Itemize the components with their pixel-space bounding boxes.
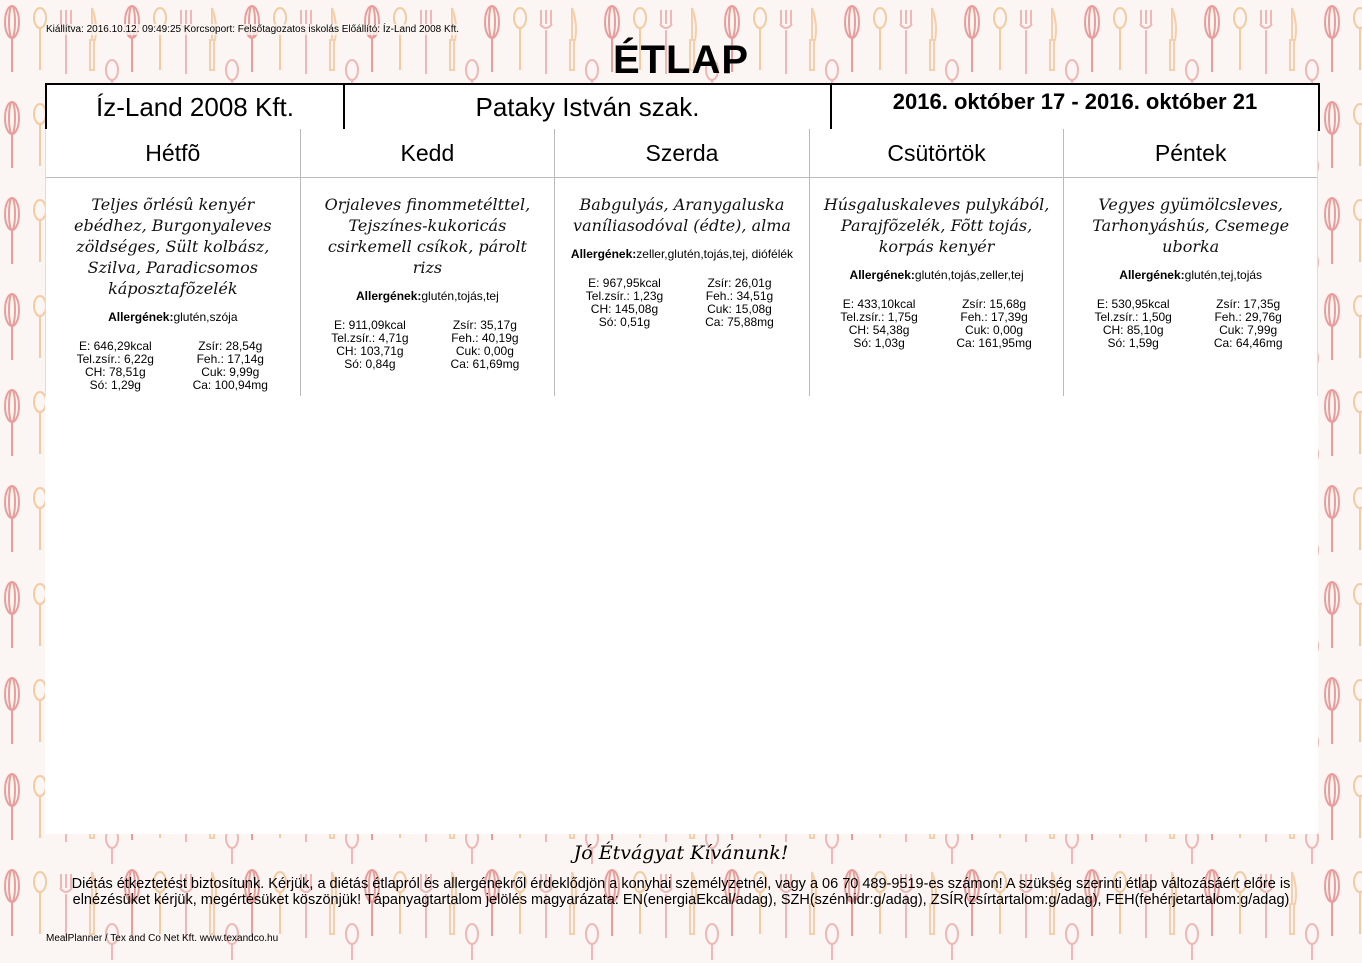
allergen-line bbox=[836, 269, 1038, 282]
nutrition-value: E: 911,09kcal bbox=[333, 318, 406, 332]
allergen-label: Allergének: bbox=[108, 310, 174, 324]
nutrition-grid bbox=[822, 298, 1052, 350]
day-name: Kedd bbox=[301, 129, 555, 178]
menu-header bbox=[45, 83, 1320, 131]
nutrition-value: Zsír: 35,17g bbox=[452, 318, 517, 332]
nutrition-value: Zsír: 15,68g bbox=[962, 297, 1027, 311]
dishes-text: Teljes õrlésû kenyér ebédhez, Burgonyaleves zöldséges, Sült kolbász, Szilva, Paradicsomos káposztafõzelék bbox=[74, 195, 272, 298]
nutrition-value: Feh.: 40,19g bbox=[451, 331, 519, 345]
footer-credit: MealPlanner / Tex and Co Net Kft. www.texandco.hu bbox=[46, 933, 279, 944]
page-title: ÉTLAP bbox=[612, 38, 750, 82]
allergen-line bbox=[1105, 269, 1276, 282]
allergen-list: glutén,tojás,tej bbox=[421, 289, 499, 303]
nutrition-grid bbox=[1076, 298, 1306, 350]
nutrition-value: Feh.: 17,14g bbox=[196, 352, 264, 366]
nutrition-value: CH: 103,71g bbox=[336, 344, 404, 358]
nutrition-value: Só: 1,59g bbox=[1107, 336, 1159, 350]
nutrition-value: E: 433,10kcal bbox=[842, 297, 916, 311]
nutrition-value: Ca: 64,46mg bbox=[1213, 336, 1283, 350]
nutrition-value: Zsír: 28,54g bbox=[198, 339, 263, 353]
nutrition-value: E: 530,95kcal bbox=[1096, 297, 1170, 311]
day-column-friday bbox=[1063, 129, 1318, 396]
day-column-wednesday bbox=[554, 129, 809, 396]
cook-name: Pataky István szak. bbox=[345, 85, 832, 129]
nutrition-value: Cuk: 7,99g bbox=[1219, 323, 1278, 337]
nutrition-value: E: 967,95kcal bbox=[588, 276, 661, 290]
nutrition-value: Cuk: 15,08g bbox=[707, 302, 772, 316]
nutrition-value: Zsír: 17,35g bbox=[1216, 297, 1281, 311]
nutrition-value: E: 646,29kcal bbox=[78, 339, 152, 353]
nutrition-value: Ca: 61,69mg bbox=[450, 357, 520, 371]
nutrition-value: Feh.: 29,76g bbox=[1214, 310, 1282, 324]
allergen-label: Allergének: bbox=[1119, 268, 1185, 282]
nutrition-value: Tel.zsír.: 6,22g bbox=[76, 352, 154, 366]
day-column-tuesday bbox=[300, 129, 555, 396]
nutrition-value: Tel.zsír.: 1,23g bbox=[585, 289, 664, 303]
nutrition-value: Só: 0,84g bbox=[344, 357, 396, 371]
nutrition-value: Zsír: 26,01g bbox=[707, 276, 772, 290]
nutrition-value: Cuk: 9,99g bbox=[201, 365, 260, 379]
nutrition-grid bbox=[567, 277, 797, 329]
company-name: Íz-Land 2008 Kft. bbox=[47, 85, 345, 129]
empty-content-area bbox=[45, 396, 1318, 834]
nutrition-value: Ca: 100,94mg bbox=[192, 378, 268, 392]
allergen-label: Allergének: bbox=[570, 247, 637, 261]
allergen-list: zeller,glutén,tojás,tej, diófélék bbox=[636, 247, 794, 261]
nutrition-value: CH: 145,08g bbox=[590, 302, 659, 316]
allergen-list: glutén,tojás,zeller,tej bbox=[914, 268, 1024, 282]
closing-wish: Jó Étvágyat Kívánunk! bbox=[573, 842, 789, 864]
dishes-text: Babgulyás, Aranygaluska vaníliasodóval (édte), alma bbox=[573, 195, 791, 235]
day-name: Péntek bbox=[1064, 129, 1317, 178]
nutrition-value: Cuk: 0,00g bbox=[965, 323, 1024, 337]
nutrition-value: CH: 85,10g bbox=[1102, 323, 1164, 337]
nutrition-value: Ca: 75,88mg bbox=[705, 315, 774, 329]
nutrition-value: Cuk: 0,00g bbox=[455, 344, 514, 358]
day-name: Hétfõ bbox=[46, 129, 300, 178]
nutrition-value: Ca: 161,95mg bbox=[956, 336, 1032, 350]
nutrition-grid bbox=[312, 319, 542, 371]
nutrition-value: Só: 1,29g bbox=[89, 378, 141, 392]
nutrition-value: Feh.: 34,51g bbox=[705, 289, 774, 303]
nutrition-value: CH: 78,51g bbox=[84, 365, 146, 379]
allergen-list: glutén,szója bbox=[173, 310, 238, 324]
day-column-monday bbox=[45, 129, 300, 396]
nutrition-value: CH: 54,38g bbox=[848, 323, 910, 337]
day-column-thursday bbox=[809, 129, 1064, 396]
dishes-text: Vegyes gyümölcsleves, Tarhonyáshús, Csemege uborka bbox=[1092, 195, 1290, 256]
nutrition-value: Só: 0,51g bbox=[598, 315, 651, 329]
nutrition-grid bbox=[58, 340, 288, 392]
nutrition-value: Feh.: 17,39g bbox=[960, 310, 1028, 324]
nutrition-value: Tel.zsír.: 4,71g bbox=[331, 331, 409, 345]
day-name: Csütörtök bbox=[810, 129, 1064, 178]
diet-notice: Diétás étkeztetést biztosítunk. Kérjük, a diétás étlapról és allergénekről érdeklődjön a konyhai személyzetnél, vagy a 06 70 489-9519-es számon! A szükség szerinti étlap változásáért előre is elnézésüket kérjük, megértésüket köszönjük! Tápanyagtartalom jelölés magyarázata: EN(energiaEkcal/adag), SZH(szénhidr:g/adag), ZSÍR(zsírtartalom:g/adag), FEH(fehérjetartalom:g/adag) bbox=[71, 876, 1291, 908]
date-range: 2016. október 17 - 2016. október 21 bbox=[892, 89, 1258, 114]
allergen-list: glutén,tej,tojás bbox=[1184, 268, 1263, 282]
day-name: Szerda bbox=[555, 129, 809, 178]
nutrition-value: Tel.zsír.: 1,75g bbox=[840, 310, 918, 324]
allergen-line bbox=[342, 290, 513, 303]
allergen-line bbox=[557, 248, 807, 261]
allergen-label: Allergének: bbox=[356, 289, 422, 303]
dishes-text: Orjaleves finommetélttel, Tejszínes-kukoricás csirkemell csíkok, párolt rizs bbox=[324, 195, 531, 277]
allergen-label: Allergének: bbox=[849, 268, 915, 282]
weekly-menu-table bbox=[45, 129, 1318, 397]
issued-line: Kiállítva: 2016.10.12. 09:49:25 Korcsoport: Felsőtagozatos iskolás Előállító: Íz-Land 2008 Kft. bbox=[46, 24, 460, 35]
dishes-text: Húsgaluskaleves pulykából, Parajfõzelék, Fõtt tojás, korpás kenyér bbox=[823, 195, 1050, 256]
nutrition-value: Tel.zsír.: 1,50g bbox=[1094, 310, 1172, 324]
allergen-line bbox=[94, 311, 251, 324]
nutrition-value: Só: 1,03g bbox=[853, 336, 905, 350]
